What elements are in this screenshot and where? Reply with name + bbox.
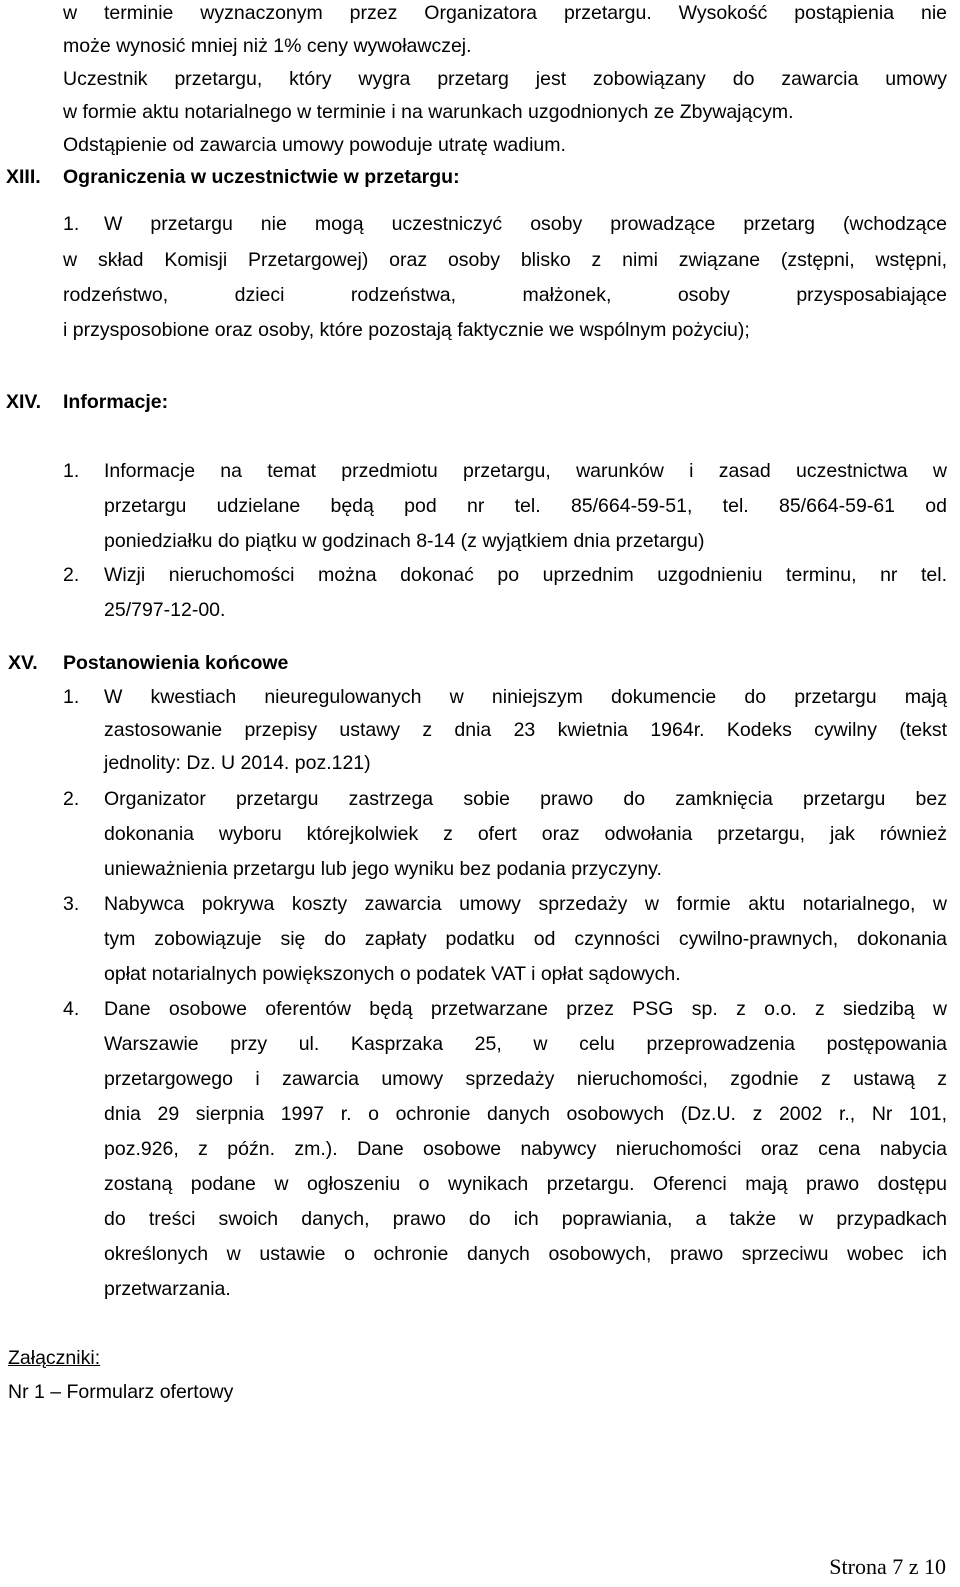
intro-line: Uczestnik przetargu, który wygra przetarg jest zobowiązany do zawarcia umowy	[63, 68, 947, 90]
list-item-line: Nabywca pokrywa koszty zawarcia umowy sprzedaży w formie aktu notarialnego, w	[104, 893, 947, 915]
intro-line: Odstąpienie od zawarcia umowy powoduje utratę wadium.	[63, 134, 566, 156]
list-item-line: dokonania wyboru którejkolwiek z ofert oraz odwołania przetargu, jak również	[104, 823, 947, 845]
list-item-line: opłat notarialnych powiększonych o podatek VAT i opłat sądowych.	[104, 963, 681, 985]
intro-line: w terminie wyznaczonym przez Organizatora przetargu. Wysokość postąpienia nie	[63, 2, 947, 24]
page-number: Strona 7 z 10	[829, 1554, 946, 1579]
section-title: Informacje:	[63, 391, 169, 413]
list-item-number: 2.	[63, 564, 80, 586]
list-item-number: 1.	[63, 460, 80, 482]
intro-line: w formie aktu notarialnego w terminie i na warunkach uzgodnionych ze Zbywającym.	[63, 101, 794, 123]
list-item-number: 1.	[63, 213, 80, 235]
list-item-line: 25/797-12-00.	[104, 599, 226, 621]
list-item-line: przetargowego i zawarcia umowy sprzedaży nieruchomości, zgodnie z ustawą z	[104, 1068, 947, 1090]
attachment-item: Nr 1 – Formularz ofertowy	[8, 1381, 234, 1403]
list-item-line: zastosowanie przepisy ustawy z dnia 23 kwietnia 1964r. Kodeks cywilny (tekst	[104, 719, 947, 741]
list-item-line: do treści swoich danych, prawo do ich poprawiania, a także w przypadkach	[104, 1208, 947, 1230]
section-title: Postanowienia końcowe	[63, 652, 289, 674]
list-item-line: unieważnienia przetargu lub jego wyniku bez podania przyczyny.	[104, 858, 662, 880]
intro-line: może wynosić mniej niż 1% ceny wywoławczej.	[63, 35, 472, 57]
list-item-line: przetargu udzielane będą pod nr tel. 85/664-59-51, tel. 85/664-59-61 od	[104, 495, 947, 517]
section-title: Ograniczenia w uczestnictwie w przetargu:	[63, 166, 460, 188]
list-item-number: 2.	[63, 788, 80, 810]
list-item-line: poniedziałku do piątku w godzinach 8-14 (z wyjątkiem dnia przetargu)	[104, 530, 705, 552]
list-item-number: 1.	[63, 686, 80, 708]
list-item-line: rodzeństwo, dzieci rodzeństwa, małżonek, osoby przysposabiające	[63, 284, 947, 306]
list-item-line: Informacje na temat przedmiotu przetargu, warunków i zasad uczestnictwa w	[104, 460, 947, 482]
list-item-line: zostaną podane w ogłoszeniu o wynikach przetargu. Oferenci mają prawo dostępu	[104, 1173, 947, 1195]
list-item-line: i przysposobione oraz osoby, które pozostają faktycznie we wspólnym pożyciu);	[63, 319, 750, 341]
list-item-line: Organizator przetargu zastrzega sobie prawo do zamknięcia przetargu bez	[104, 788, 947, 810]
list-item-number: 3.	[63, 893, 80, 915]
list-item-line: poz.926, z późn. zm.). Dane osobowe nabywcy nieruchomości oraz cena nabycia	[104, 1138, 947, 1160]
list-item-number: 4.	[63, 998, 80, 1020]
section-number: XIII.	[6, 166, 41, 188]
list-item-line: przetwarzania.	[104, 1278, 231, 1300]
list-item-line: W przetargu nie mogą uczestniczyć osoby prowadzące przetarg (wchodzące	[104, 213, 947, 235]
list-item-line: dnia 29 sierpnia 1997 r. o ochronie danych osobowych (Dz.U. z 2002 r., Nr 101,	[104, 1103, 947, 1125]
attachments-heading: Załączniki:	[8, 1347, 101, 1369]
list-item-line: w skład Komisji Przetargowej) oraz osoby blisko z nimi związane (zstępni, wstępni,	[63, 249, 947, 271]
list-item-line: tym zobowiązuje się do zapłaty podatku od czynności cywilno-prawnych, dokonania	[104, 928, 947, 950]
section-number: XV.	[8, 652, 38, 674]
list-item-line: W kwestiach nieuregulowanych w niniejszym dokumencie do przetargu mają	[104, 686, 947, 708]
list-item-line: określonych w ustawie o ochronie danych osobowych, prawo sprzeciwu wobec ich	[104, 1243, 947, 1265]
section-number: XIV.	[6, 391, 42, 413]
list-item-line: jednolity: Dz. U 2014. poz.121)	[104, 752, 371, 774]
list-item-line: Warszawie przy ul. Kasprzaka 25, w celu przeprowadzenia postępowania	[104, 1033, 947, 1055]
list-item-line: Wizji nieruchomości można dokonać po uprzednim uzgodnieniu terminu, nr tel.	[104, 564, 947, 586]
list-item-line: Dane osobowe oferentów będą przetwarzane przez PSG sp. z o.o. z siedzibą w	[104, 998, 947, 1020]
